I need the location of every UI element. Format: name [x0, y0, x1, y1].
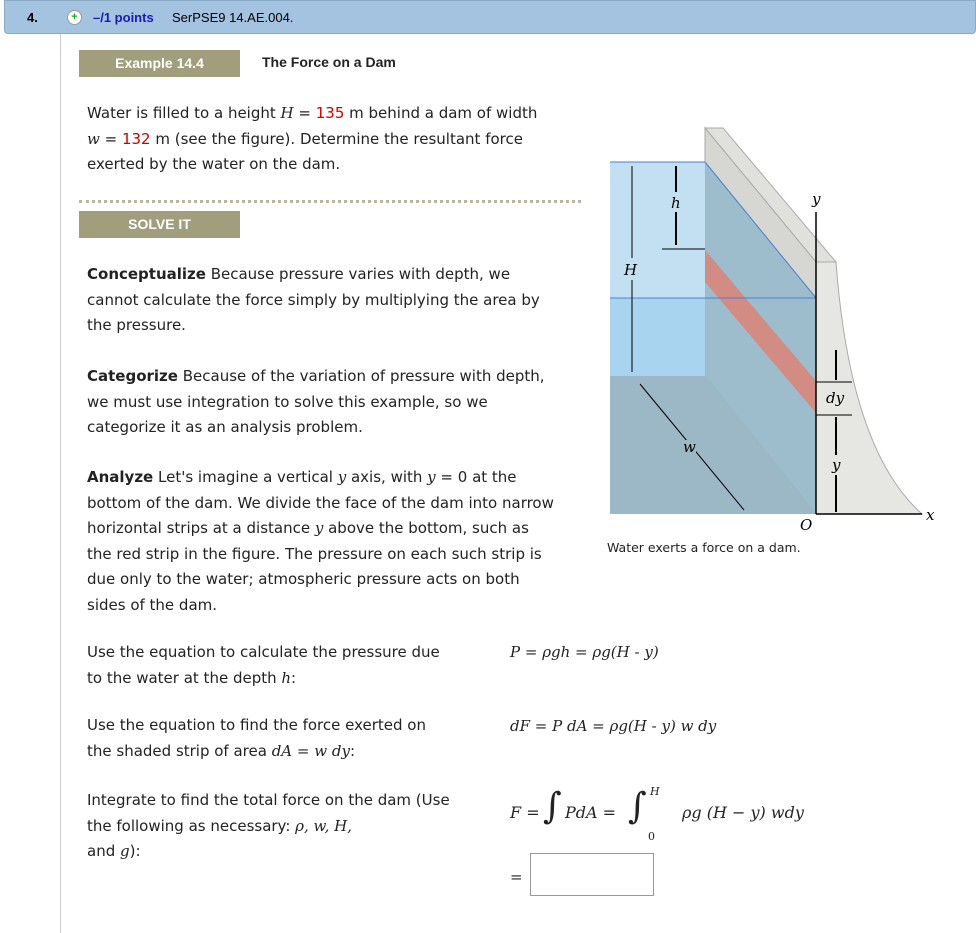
- label-origin: O: [800, 516, 813, 534]
- definite-integral-sign: ∫: [628, 786, 647, 827]
- categorize-text: Categorize Because of the variation of pressure with depth, we must use integration to solve this example, so we categorize it as an analysis problem.: [87, 367, 545, 436]
- figure-caption: Water exerts a force on a dam.: [607, 540, 801, 555]
- label-dy: dy: [826, 389, 845, 407]
- question-code: SerPSE9 14.AE.004.: [172, 10, 294, 25]
- label-y-axis: y: [812, 190, 821, 208]
- solve-it-tag: SOLVE IT: [79, 211, 240, 238]
- conceptualize-text: Conceptualize Because pressure varies with depth, we cannot calculate the force simply by multiplying the area by the pressure.: [87, 265, 540, 334]
- label-h: h: [671, 194, 681, 212]
- label-H: H: [624, 261, 638, 279]
- label-w: w: [683, 438, 696, 456]
- points-link[interactable]: –/1 points: [93, 10, 154, 25]
- problem-text: Water is filled to a height H = 135 m behind a dam of width w = 132 m (see the figure). Determine the resultant force exerted by the water on the dam.: [87, 104, 538, 173]
- step2-text: Use the equation to find the force exerted on the shaded strip of area dA = w dy:: [87, 716, 426, 760]
- integral-sign: ∫: [543, 786, 562, 827]
- expand-plus-icon[interactable]: +: [67, 10, 82, 25]
- question-number: 4.: [27, 10, 38, 25]
- example-tag: Example 14.4: [79, 50, 240, 77]
- label-x: x: [926, 506, 935, 524]
- step3-text: Integrate to find the total force on the dam (Use the following as necessary: ρ, w, H, and g):: [87, 791, 450, 860]
- answer-input[interactable]: [530, 853, 654, 896]
- analyze-text: Analyze Let's imagine a vertical y axis, with y = 0 at the bottom of the dam. We divide the face of the dam into narrow horizontal strips at a distance y above the bottom, such as the red strip in the figure. The pressure on each such strip is due only to the water; atmospheric pressure acts on both sides of the dam.: [87, 468, 554, 614]
- step1-text: Use the equation to calculate the pressure due to the water at the depth h:: [87, 643, 440, 687]
- label-y: y: [832, 456, 841, 474]
- pressure-equation: P = ρgh = ρg(H - y): [510, 643, 659, 661]
- example-title: The Force on a Dam: [262, 54, 396, 70]
- equals-sign: =: [510, 868, 523, 886]
- force-strip-equation: dF = P dA = ρg(H - y) w dy: [510, 717, 717, 735]
